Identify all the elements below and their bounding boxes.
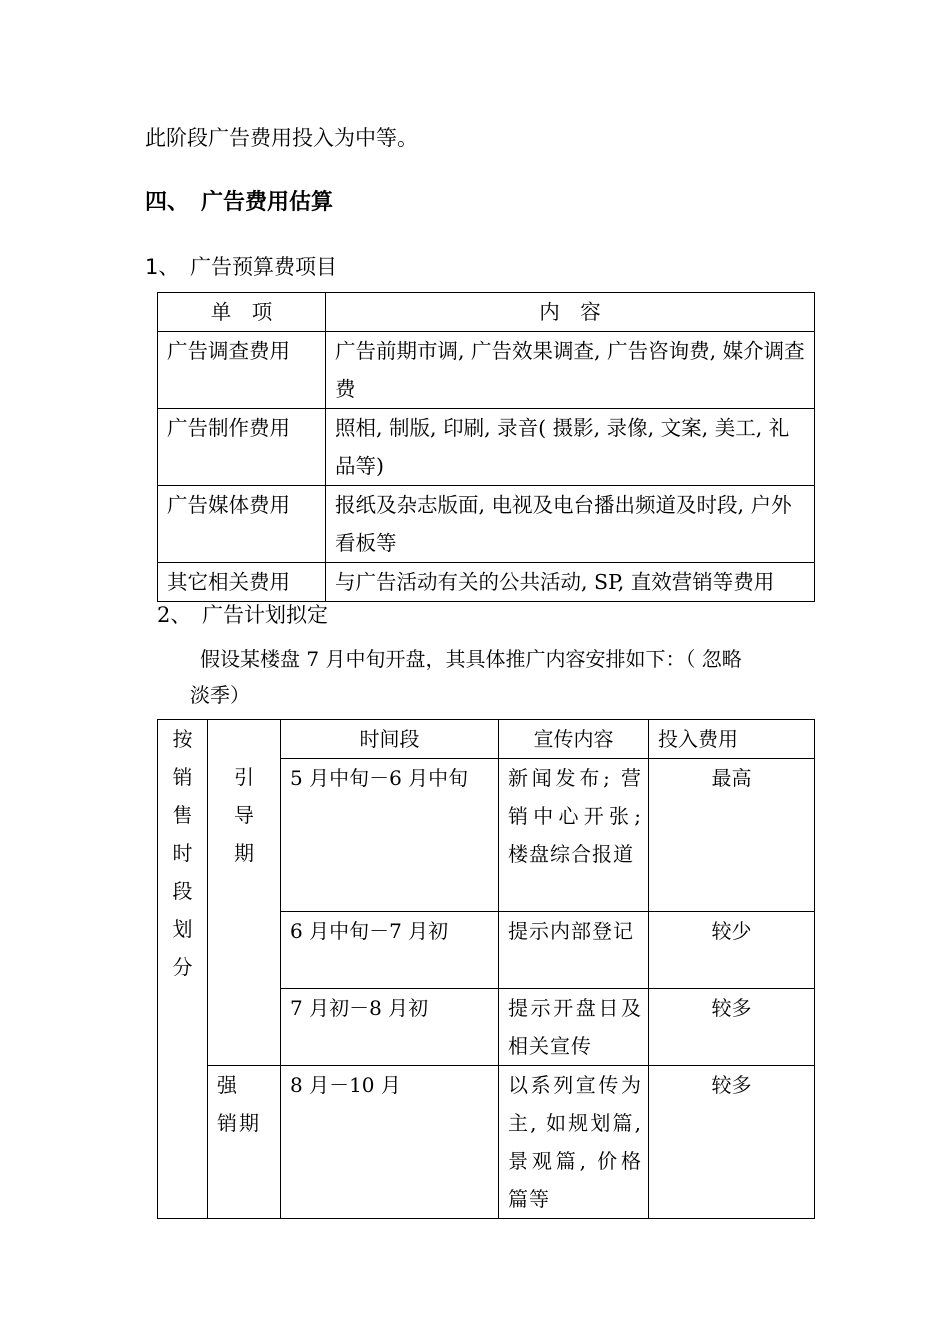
header-content: 宣传内容 [499,720,649,759]
header-item: 单 项 [158,293,326,332]
header-cost: 投入费用 [649,720,815,759]
content-cell: 照相, 制版, 印刷, 录音( 摄影, 录像, 文案, 美工, 礼品等) [326,409,815,486]
subsection-heading-2 [157,599,328,629]
cost-cell: 较多 [649,989,815,1066]
table-row [158,486,815,563]
content-cell: 新闻发布; 营销中心开张; 楼盘综合报道 [499,759,649,912]
cost-cell: 较少 [649,912,815,989]
phase-label-char: 期 [234,841,254,865]
phase-intense-cell: 强 销期 [208,1066,281,1219]
item-cell: 广告制作费用 [158,409,326,486]
phase-label-char: 引 [234,765,254,789]
phase-label-char: 导 [234,803,254,827]
phase-guide-cell [208,720,281,1066]
budget-table [157,292,815,602]
table-header-row [158,293,815,332]
table-header-row [158,720,815,759]
section-title: 广告费用估算 [201,190,334,215]
subsection-number: 2、 [157,603,192,627]
side-label-char: 分 [172,955,193,979]
cost-cell: 最高 [649,759,815,912]
period-cell: 5 月中旬－6 月中旬 [281,759,499,912]
header-period: 时间段 [281,720,499,759]
side-label-char: 段 [172,879,193,903]
content-cell: 提示内部登记 [499,912,649,989]
intro-line: 此阶段广告费用投入为中等。 [145,126,418,150]
side-label-char: 时 [172,841,193,865]
side-label-cell [158,720,208,1219]
header-content: 内 容 [326,293,815,332]
table-row [158,563,815,602]
content-cell: 广告前期市调, 广告效果调查, 广告咨询费, 媒介调查费 [326,332,815,409]
plan-paragraph: 假设某楼盘 7 月中旬开盘，其具体推广内容安排如下：（ 忽略 [200,647,742,671]
section-heading [145,185,333,216]
side-label-char: 按 [172,727,193,751]
table-row [158,409,815,486]
table-row [158,1066,815,1219]
period-cell: 7 月初－8 月初 [281,989,499,1066]
subsection-number: 1、 [145,255,180,279]
plan-paragraph-cont: 淡季） [190,683,250,707]
table-row [158,332,815,409]
item-cell: 广告调查费用 [158,332,326,409]
plan-table [157,719,815,1219]
subsection-title: 广告计划拟定 [202,603,328,627]
period-cell: 6 月中旬－7 月初 [281,912,499,989]
subsection-title: 广告预算费项目 [190,255,337,279]
content-cell: 以系列宣传为主, 如规划篇, 景观篇, 价格篇等 [499,1066,649,1219]
subsection-heading-1 [145,251,337,281]
item-cell: 广告媒体费用 [158,486,326,563]
item-cell: 其它相关费用 [158,563,326,602]
content-cell: 报纸及杂志版面, 电视及电台播出频道及时段, 户外看板等 [326,486,815,563]
side-label-char: 划 [172,917,193,941]
side-label-char: 售 [172,803,193,827]
content-cell: 提示开盘日及相关宣传 [499,989,649,1066]
section-number: 四、 [145,190,190,215]
side-label-char: 销 [172,765,193,789]
content-cell: 与广告活动有关的公共活动, SP, 直效营销等费用 [326,563,815,602]
cost-cell: 较多 [649,1066,815,1219]
period-cell: 8 月－10 月 [281,1066,499,1219]
